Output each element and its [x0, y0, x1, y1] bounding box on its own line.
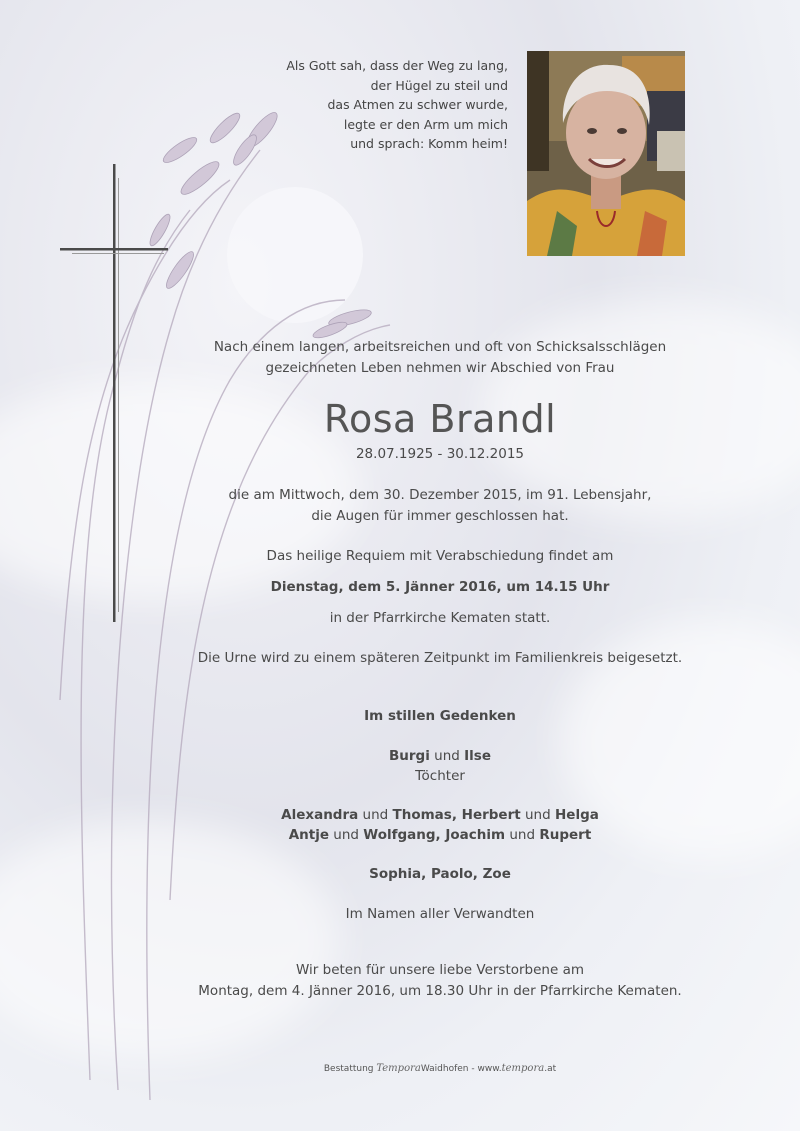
- mourner-name: Burgi: [389, 748, 430, 764]
- passing-line: die am Mittwoch, dem 30. Dezember 2015, im 91. Lebensjahr,: [228, 487, 652, 503]
- mourner-name: Wolfgang, Joachim: [363, 827, 506, 843]
- footer-suffix: Waidhofen - www.: [420, 1064, 502, 1074]
- intro-line: gezeichneten Leben nehmen wir Abschied von Frau: [265, 359, 615, 376]
- relatives-line: Im Namen aller Verwandten: [345, 906, 535, 922]
- passing-text: [140, 485, 740, 526]
- poem-line: der Hügel zu steil und: [370, 77, 508, 93]
- poem-line: Als Gott sah, dass der Weg zu lang,: [286, 58, 508, 73]
- footer-prefix: Bestattung: [323, 1064, 374, 1074]
- life-dates: 28.07.1925 - 30.12.2015: [355, 446, 525, 462]
- poem-line: legte er den Arm um mich: [343, 116, 508, 132]
- footer-brand: Tempora: [376, 1063, 421, 1074]
- mourner-name: Antje: [288, 827, 329, 843]
- mourner-name: Thomas, Herbert: [392, 807, 521, 823]
- passing-line: die Augen für immer geschlossen hat.: [311, 507, 569, 524]
- conjunction: und: [333, 827, 359, 843]
- conjunction: und: [362, 807, 389, 823]
- mourners-heading: Im stillen Gedenken: [364, 708, 516, 724]
- conjunction: und: [509, 827, 536, 843]
- footer: [200, 1063, 680, 1074]
- prayer-line: Montag, dem 4. Jänner 2016, um 18.30 Uhr in der Pfarrkirche Kematen.: [198, 982, 682, 999]
- mourner-name: Alexandra: [281, 807, 359, 823]
- requiem-datetime: Dienstag, dem 5. Jänner 2016, um 14.15 Uhr: [270, 579, 610, 595]
- portrait-photo: [527, 51, 685, 256]
- conjunction: und: [434, 748, 460, 764]
- mourner-name: Rupert: [539, 827, 592, 843]
- grandchildren-line: Sophia, Paolo, Zoe: [369, 866, 511, 882]
- moon-illustration: [227, 187, 363, 323]
- prayer-text: [140, 960, 740, 1001]
- deceased-name: Rosa Brandl: [323, 397, 557, 441]
- mourner-name: Helga: [554, 807, 599, 823]
- poem-line: und sprach: Komm heim!: [350, 136, 508, 151]
- poem: [250, 56, 508, 154]
- poem-line: das Atmen zu schwer wurde,: [327, 97, 508, 112]
- conjunction: und: [525, 807, 551, 823]
- urn-text: Die Urne wird zu einem späteren Zeitpunkt im Familienkreis beigesetzt.: [197, 650, 683, 666]
- family-line: [140, 825, 740, 846]
- requiem-place: in der Pfarrkirche Kematen statt.: [329, 610, 551, 626]
- family-line: [140, 805, 740, 826]
- daughters-role: Töchter: [415, 768, 465, 784]
- footer-tld: .at: [544, 1064, 557, 1074]
- intro-text: [150, 337, 730, 378]
- footer-brand-url[interactable]: tempora: [501, 1063, 545, 1074]
- mourner-name: Ilse: [464, 748, 491, 764]
- requiem-intro: Das heilige Requiem mit Verabschiedung findet am: [266, 548, 614, 564]
- daughters-line: [140, 746, 740, 767]
- prayer-line: Wir beten für unsere liebe Verstorbene am: [295, 962, 585, 978]
- intro-line: Nach einem langen, arbeitsreichen und oft von Schicksalsschlägen: [213, 339, 667, 355]
